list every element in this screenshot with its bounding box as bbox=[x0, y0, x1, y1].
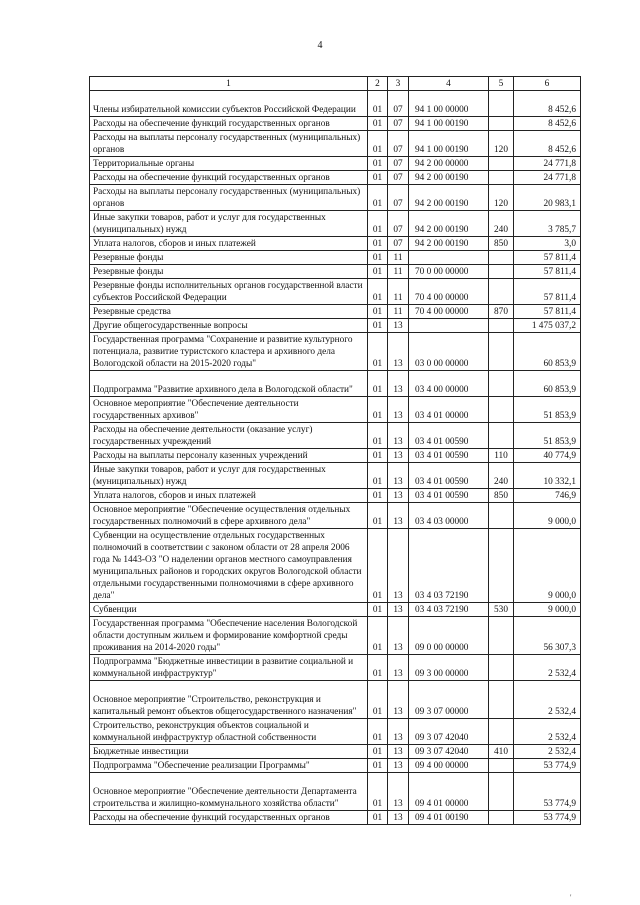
table-row bbox=[90, 131, 581, 157]
row-code-section: 01 bbox=[368, 463, 388, 489]
row-expense-type bbox=[489, 529, 514, 603]
row-code-subsection: 07 bbox=[388, 171, 409, 185]
row-expense-type bbox=[489, 251, 514, 265]
table-row bbox=[90, 603, 581, 617]
row-expense-type bbox=[489, 371, 514, 397]
row-code-section: 01 bbox=[368, 603, 388, 617]
row-code-subsection: 11 bbox=[388, 251, 409, 265]
row-description: Расходы на обеспечение функций государственных органов bbox=[90, 171, 368, 185]
row-code-subsection: 13 bbox=[388, 529, 409, 603]
table-row bbox=[90, 773, 581, 811]
row-target-code: 03 0 00 00000 bbox=[409, 333, 489, 371]
row-description: Другие общегосударственные вопросы bbox=[90, 319, 368, 333]
row-target-code: 03 4 01 00000 bbox=[409, 397, 489, 423]
table-row bbox=[90, 529, 581, 603]
row-code-subsection: 13 bbox=[388, 489, 409, 503]
row-code-subsection: 13 bbox=[388, 773, 409, 811]
row-amount: 3 785,7 bbox=[514, 211, 581, 237]
row-amount: 2 532,4 bbox=[514, 655, 581, 681]
row-amount: 746,9 bbox=[514, 489, 581, 503]
row-code-section: 01 bbox=[368, 655, 388, 681]
row-code-section: 01 bbox=[368, 251, 388, 265]
row-expense-type bbox=[489, 773, 514, 811]
row-amount: 51 853,9 bbox=[514, 423, 581, 449]
row-expense-type: 850 bbox=[489, 489, 514, 503]
row-code-subsection: 13 bbox=[388, 319, 409, 333]
row-amount: 1 475 037,2 bbox=[514, 319, 581, 333]
row-target-code: 03 4 01 00590 bbox=[409, 489, 489, 503]
row-code-subsection: 13 bbox=[388, 449, 409, 463]
row-expense-type: 110 bbox=[489, 449, 514, 463]
header-cell-5: 5 bbox=[489, 77, 514, 91]
row-code-section: 01 bbox=[368, 185, 388, 211]
row-target-code: 03 4 01 00590 bbox=[409, 463, 489, 489]
table-row bbox=[90, 305, 581, 319]
row-expense-type bbox=[489, 279, 514, 305]
row-code-subsection: 11 bbox=[388, 305, 409, 319]
row-target-code: 94 2 00 00190 bbox=[409, 237, 489, 251]
row-expense-type bbox=[489, 91, 514, 117]
row-code-section: 01 bbox=[368, 305, 388, 319]
row-description: Уплата налогов, сборов и иных платежей bbox=[90, 237, 368, 251]
row-description: Расходы на выплаты персоналу государственных (муниципальных) органов bbox=[90, 185, 368, 211]
row-code-subsection: 13 bbox=[388, 617, 409, 655]
header-cell-6: 6 bbox=[514, 77, 581, 91]
row-amount: 24 771,8 bbox=[514, 157, 581, 171]
row-description: Государственная программа "Обеспечение населения Вологодской области доступным жильем и формирование комфортной среды проживания на 2014-2020 годы" bbox=[90, 617, 368, 655]
row-amount: 2 532,4 bbox=[514, 719, 581, 745]
table-row bbox=[90, 91, 581, 117]
table-row bbox=[90, 333, 581, 371]
row-code-subsection: 07 bbox=[388, 211, 409, 237]
table-row bbox=[90, 423, 581, 449]
row-amount: 57 811,4 bbox=[514, 251, 581, 265]
row-code-section: 01 bbox=[368, 397, 388, 423]
row-code-subsection: 13 bbox=[388, 759, 409, 773]
header-cell-2: 2 bbox=[368, 77, 388, 91]
row-expense-type: 120 bbox=[489, 131, 514, 157]
row-code-section: 01 bbox=[368, 333, 388, 371]
row-description: Резервные фонды bbox=[90, 265, 368, 279]
budget-table bbox=[89, 76, 581, 825]
table-row bbox=[90, 617, 581, 655]
header-cell-4: 4 bbox=[409, 77, 489, 91]
row-description: Основное мероприятие "Строительство, реконструкция и капитальный ремонт объектов общегосударственного назначения" bbox=[90, 681, 368, 719]
row-code-subsection: 13 bbox=[388, 371, 409, 397]
table-row bbox=[90, 463, 581, 489]
row-target-code: 09 3 07 42040 bbox=[409, 745, 489, 759]
row-amount: 57 811,4 bbox=[514, 265, 581, 279]
row-amount: 60 853,9 bbox=[514, 333, 581, 371]
row-code-subsection: 07 bbox=[388, 117, 409, 131]
row-code-subsection: 13 bbox=[388, 811, 409, 825]
row-description: Бюджетные инвестиции bbox=[90, 745, 368, 759]
row-description: Расходы на выплаты персоналу государственных (муниципальных) органов bbox=[90, 131, 368, 157]
row-target-code: 03 4 00 00000 bbox=[409, 371, 489, 397]
row-expense-type: 870 bbox=[489, 305, 514, 319]
table-row bbox=[90, 171, 581, 185]
table-row bbox=[90, 211, 581, 237]
row-code-section: 01 bbox=[368, 211, 388, 237]
row-target-code: 70 4 00 00000 bbox=[409, 279, 489, 305]
row-target-code bbox=[409, 319, 489, 333]
row-amount: 8 452,6 bbox=[514, 91, 581, 117]
row-code-section: 01 bbox=[368, 489, 388, 503]
row-description: Расходы на обеспечение функций государственных органов bbox=[90, 811, 368, 825]
row-code-section: 01 bbox=[368, 319, 388, 333]
row-amount: 9 000,0 bbox=[514, 529, 581, 603]
row-code-section: 01 bbox=[368, 617, 388, 655]
row-code-section: 01 bbox=[368, 503, 388, 529]
row-description: Основное мероприятие "Обеспечение осуществления отдельных государственных полномочий в сфере архивного дела" bbox=[90, 503, 368, 529]
row-expense-type: 120 bbox=[489, 185, 514, 211]
row-expense-type bbox=[489, 655, 514, 681]
row-description: Территориальные органы bbox=[90, 157, 368, 171]
table-body bbox=[90, 91, 581, 825]
row-expense-type bbox=[489, 681, 514, 719]
row-code-section: 01 bbox=[368, 91, 388, 117]
row-code-subsection: 11 bbox=[388, 279, 409, 305]
table-header bbox=[90, 77, 581, 91]
row-code-subsection: 13 bbox=[388, 681, 409, 719]
row-target-code: 09 3 07 00000 bbox=[409, 681, 489, 719]
row-amount: 24 771,8 bbox=[514, 171, 581, 185]
row-expense-type bbox=[489, 157, 514, 171]
row-expense-type bbox=[489, 759, 514, 773]
row-amount: 3,0 bbox=[514, 237, 581, 251]
row-amount: 53 774,9 bbox=[514, 759, 581, 773]
table-row bbox=[90, 237, 581, 251]
row-target-code: 09 3 07 42040 bbox=[409, 719, 489, 745]
row-amount: 8 452,6 bbox=[514, 117, 581, 131]
row-description: Подпрограмма "Обеспечение реализации Программы" bbox=[90, 759, 368, 773]
row-description: Расходы на выплаты персоналу казенных учреждений bbox=[90, 449, 368, 463]
table-row bbox=[90, 655, 581, 681]
row-expense-type: 240 bbox=[489, 211, 514, 237]
header-cell-3: 3 bbox=[388, 77, 409, 91]
row-code-subsection: 07 bbox=[388, 91, 409, 117]
row-code-subsection: 13 bbox=[388, 423, 409, 449]
row-code-section: 01 bbox=[368, 279, 388, 305]
row-target-code: 94 1 00 00190 bbox=[409, 117, 489, 131]
row-code-section: 01 bbox=[368, 157, 388, 171]
row-expense-type bbox=[489, 811, 514, 825]
row-code-section: 01 bbox=[368, 773, 388, 811]
table-row bbox=[90, 265, 581, 279]
row-code-subsection: 13 bbox=[388, 333, 409, 371]
row-amount: 8 452,6 bbox=[514, 131, 581, 157]
row-code-section: 01 bbox=[368, 171, 388, 185]
table-row bbox=[90, 681, 581, 719]
table-row bbox=[90, 759, 581, 773]
table-row bbox=[90, 489, 581, 503]
row-code-section: 01 bbox=[368, 529, 388, 603]
row-expense-type: 850 bbox=[489, 237, 514, 251]
row-description: Расходы на обеспечение функций государственных органов bbox=[90, 117, 368, 131]
row-target-code: 03 4 03 72190 bbox=[409, 603, 489, 617]
row-code-section: 01 bbox=[368, 759, 388, 773]
row-expense-type bbox=[489, 423, 514, 449]
row-code-subsection: 13 bbox=[388, 463, 409, 489]
row-expense-type bbox=[489, 319, 514, 333]
row-expense-type: 240 bbox=[489, 463, 514, 489]
row-amount: 10 332,1 bbox=[514, 463, 581, 489]
row-expense-type: 410 bbox=[489, 745, 514, 759]
row-code-section: 01 bbox=[368, 371, 388, 397]
row-target-code: 09 0 00 00000 bbox=[409, 617, 489, 655]
row-target-code: 94 2 00 00000 bbox=[409, 157, 489, 171]
row-code-section: 01 bbox=[368, 449, 388, 463]
row-amount: 57 811,4 bbox=[514, 279, 581, 305]
row-expense-type: 530 bbox=[489, 603, 514, 617]
row-amount: 2 532,4 bbox=[514, 745, 581, 759]
table-row bbox=[90, 117, 581, 131]
table-row bbox=[90, 251, 581, 265]
row-target-code bbox=[409, 251, 489, 265]
table-row bbox=[90, 503, 581, 529]
row-amount: 53 774,9 bbox=[514, 773, 581, 811]
table-row bbox=[90, 449, 581, 463]
row-code-subsection: 07 bbox=[388, 237, 409, 251]
table-row bbox=[90, 279, 581, 305]
table-row bbox=[90, 397, 581, 423]
row-code-subsection: 13 bbox=[388, 397, 409, 423]
row-code-subsection: 13 bbox=[388, 719, 409, 745]
row-code-subsection: 13 bbox=[388, 655, 409, 681]
row-amount: 9 000,0 bbox=[514, 603, 581, 617]
row-amount: 60 853,9 bbox=[514, 371, 581, 397]
row-description: Резервные средства bbox=[90, 305, 368, 319]
row-amount: 51 853,9 bbox=[514, 397, 581, 423]
table-row bbox=[90, 371, 581, 397]
row-target-code: 94 1 00 00190 bbox=[409, 131, 489, 157]
table-row bbox=[90, 185, 581, 211]
row-target-code: 70 0 00 00000 bbox=[409, 265, 489, 279]
row-code-section: 01 bbox=[368, 423, 388, 449]
row-target-code: 03 4 03 00000 bbox=[409, 503, 489, 529]
row-description: Субвенции на осуществление отдельных государственных полномочий в соответствии с законом области от 28 апреля 2006 года № 1443-ОЗ "О наделении органов местного самоуправления муниципальных районов и городских округов Вологодской области отдельными государственными полномочиями в сфере архивного дела" bbox=[90, 529, 368, 603]
row-amount: 20 983,1 bbox=[514, 185, 581, 211]
row-expense-type bbox=[489, 503, 514, 529]
row-code-section: 01 bbox=[368, 131, 388, 157]
row-target-code: 70 4 00 00000 bbox=[409, 305, 489, 319]
row-expense-type bbox=[489, 719, 514, 745]
row-code-subsection: 13 bbox=[388, 503, 409, 529]
row-amount: 9 000,0 bbox=[514, 503, 581, 529]
row-amount: 40 774,9 bbox=[514, 449, 581, 463]
row-amount: 53 774,9 bbox=[514, 811, 581, 825]
row-code-subsection: 07 bbox=[388, 157, 409, 171]
row-target-code: 09 4 00 00000 bbox=[409, 759, 489, 773]
row-target-code: 03 4 03 72190 bbox=[409, 529, 489, 603]
row-code-section: 01 bbox=[368, 745, 388, 759]
row-expense-type bbox=[489, 117, 514, 131]
header-cell-1: 1 bbox=[90, 77, 368, 91]
row-code-subsection: 07 bbox=[388, 185, 409, 211]
row-description: Резервные фонды bbox=[90, 251, 368, 265]
row-code-subsection: 13 bbox=[388, 745, 409, 759]
row-target-code: 94 2 00 00190 bbox=[409, 171, 489, 185]
row-expense-type bbox=[489, 171, 514, 185]
row-target-code: 09 3 00 00000 bbox=[409, 655, 489, 681]
row-code-subsection: 13 bbox=[388, 603, 409, 617]
row-target-code: 94 2 00 00190 bbox=[409, 185, 489, 211]
row-description: Подпрограмма "Бюджетные инвестиции в развитие социальной и коммунальной инфраструктур" bbox=[90, 655, 368, 681]
row-description: Расходы на обеспечение деятельности (оказание услуг) государственных учреждений bbox=[90, 423, 368, 449]
row-code-subsection: 07 bbox=[388, 131, 409, 157]
table-row bbox=[90, 745, 581, 759]
row-description: Субвенции bbox=[90, 603, 368, 617]
row-target-code: 94 2 00 00190 bbox=[409, 211, 489, 237]
table-row bbox=[90, 157, 581, 171]
row-amount: 2 532,4 bbox=[514, 681, 581, 719]
row-description: Уплата налогов, сборов и иных платежей bbox=[90, 489, 368, 503]
row-description: Резервные фонды исполнительных органов государственной власти субъектов Российской Федерации bbox=[90, 279, 368, 305]
row-amount: 56 307,3 bbox=[514, 617, 581, 655]
row-expense-type bbox=[489, 617, 514, 655]
row-target-code: 03 4 01 00590 bbox=[409, 449, 489, 463]
row-code-section: 01 bbox=[368, 681, 388, 719]
row-description: Иные закупки товаров, работ и услуг для государственных (муниципальных) нужд bbox=[90, 463, 368, 489]
table-row bbox=[90, 319, 581, 333]
row-code-section: 01 bbox=[368, 237, 388, 251]
row-target-code: 94 1 00 00000 bbox=[409, 91, 489, 117]
row-code-section: 01 bbox=[368, 719, 388, 745]
row-code-section: 01 bbox=[368, 265, 388, 279]
row-amount: 57 811,4 bbox=[514, 305, 581, 319]
row-description: Основное мероприятие "Обеспечение деятельности Департамента строительства и жилищно-коммунального хозяйства области" bbox=[90, 773, 368, 811]
row-code-subsection: 11 bbox=[388, 265, 409, 279]
corner-mark: ' bbox=[570, 893, 572, 902]
row-description: Основное мероприятие "Обеспечение деятельности государственных архивов" bbox=[90, 397, 368, 423]
row-expense-type bbox=[489, 397, 514, 423]
row-expense-type bbox=[489, 333, 514, 371]
row-description: Государственная программа "Сохранение и развитие культурного потенциала, развитие туристского кластера и архивного дела Вологодской области на 2015-2020 годы" bbox=[90, 333, 368, 371]
row-target-code: 03 4 01 00590 bbox=[409, 423, 489, 449]
row-code-section: 01 bbox=[368, 811, 388, 825]
row-target-code: 09 4 01 00000 bbox=[409, 773, 489, 811]
table-row bbox=[90, 811, 581, 825]
row-description: Подпрограмма "Развитие архивного дела в Вологодской области" bbox=[90, 371, 368, 397]
row-code-section: 01 bbox=[368, 117, 388, 131]
page-number: 4 bbox=[317, 40, 323, 51]
row-expense-type bbox=[489, 265, 514, 279]
table-row bbox=[90, 719, 581, 745]
row-description: Строительство, реконструкция объектов социальной и коммунальной инфраструктур областной собственности bbox=[90, 719, 368, 745]
row-description: Иные закупки товаров, работ и услуг для государственных (муниципальных) нужд bbox=[90, 211, 368, 237]
row-description: Члены избирательной комиссии субъектов Российской Федерации bbox=[90, 91, 368, 117]
row-target-code: 09 4 01 00190 bbox=[409, 811, 489, 825]
